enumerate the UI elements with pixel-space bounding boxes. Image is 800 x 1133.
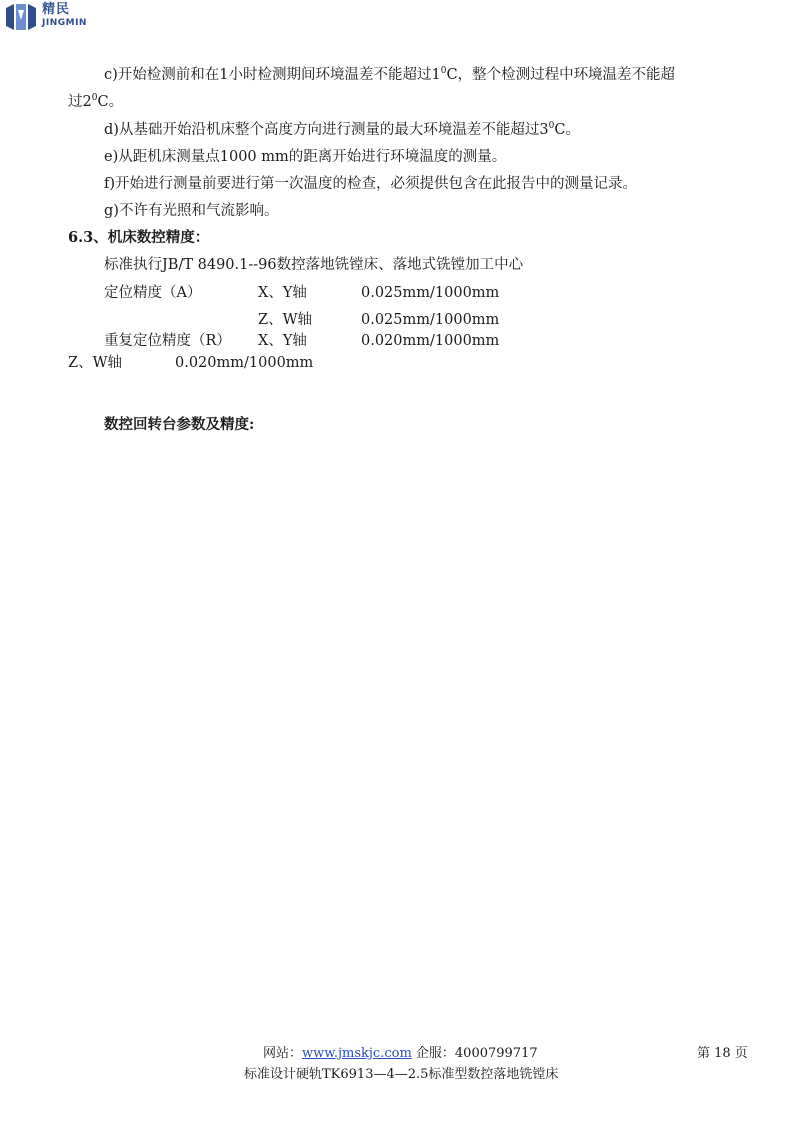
xy-axis-label-r: X、Y轴 (258, 333, 307, 349)
logo-english-text: JINGMIN (42, 18, 87, 28)
item-d-suffix: C。 (554, 122, 581, 138)
jingmin-logo-icon (4, 2, 38, 32)
page-number: 第 18 页 (697, 1046, 748, 1061)
item-c-line2 (68, 93, 123, 111)
rotary-heading: 数控回转台参数及精度: (104, 416, 255, 433)
item-c-suffix: C，整个检测过程中环境温差不能超 (446, 67, 676, 83)
item-c-line1 (104, 66, 675, 84)
xy-value-r: 0.020mm/1000mm (361, 333, 500, 349)
xy-axis-label: X、Y轴 (258, 285, 307, 301)
footer-contact (263, 1046, 538, 1062)
zw-value-r: 0.020mm/1000mm (175, 355, 314, 371)
service-hotline: 企服：4000799717 (411, 1046, 538, 1061)
logo-chinese-text: 精民 (42, 2, 71, 17)
zw-axis-label: Z、W轴 (258, 312, 312, 328)
xy-value-a: 0.025mm/1000mm (361, 285, 500, 301)
website-label: 网站： (263, 1046, 303, 1061)
section-heading: 6.3、机床数控精度： (68, 229, 210, 246)
positioning-label: 定位精度（A） (104, 285, 202, 301)
standard-line: 标准执行JB/T 8490.1--96数控落地铣镗床、落地式铣镗加工中心 (104, 257, 524, 273)
zw-value-a: 0.025mm/1000mm (361, 312, 500, 328)
item-f: f)开始进行测量前要进行第一次温度的检查，必须提供包含在此报告中的测量记录。 (104, 176, 638, 192)
item-g: g)不许有光照和气流影响。 (104, 203, 279, 219)
document-title: 标准设计硬轨TK6913—4—2.5标准型数控落地铣镗床 (244, 1067, 559, 1082)
website-link[interactable]: www.jmskjc.com (302, 1046, 412, 1061)
zw-axis-label-r: Z、W轴 (68, 355, 122, 371)
item-c-superscript: 0 (440, 66, 447, 77)
item-d-superscript: 0 (548, 121, 555, 132)
item-c2-suffix: C。 (97, 94, 124, 110)
item-c2-superscript: 0 (91, 93, 98, 104)
repeat-label: 重复定位精度（R） (104, 333, 231, 349)
item-d-prefix: d)从基础开始沿机床整个高度方向进行测量的最大环境温差不能超过3 (104, 122, 549, 138)
jingmin-logo (4, 2, 124, 32)
item-c-prefix: c)开始检测前和在1小时检测期间环境温差不能超过1 (104, 67, 441, 83)
item-d (104, 121, 580, 139)
item-e: e)从距机床测量点1000 mm的距离开始进行环境温度的测量。 (104, 149, 507, 165)
item-c2-prefix: 过2 (68, 94, 92, 110)
